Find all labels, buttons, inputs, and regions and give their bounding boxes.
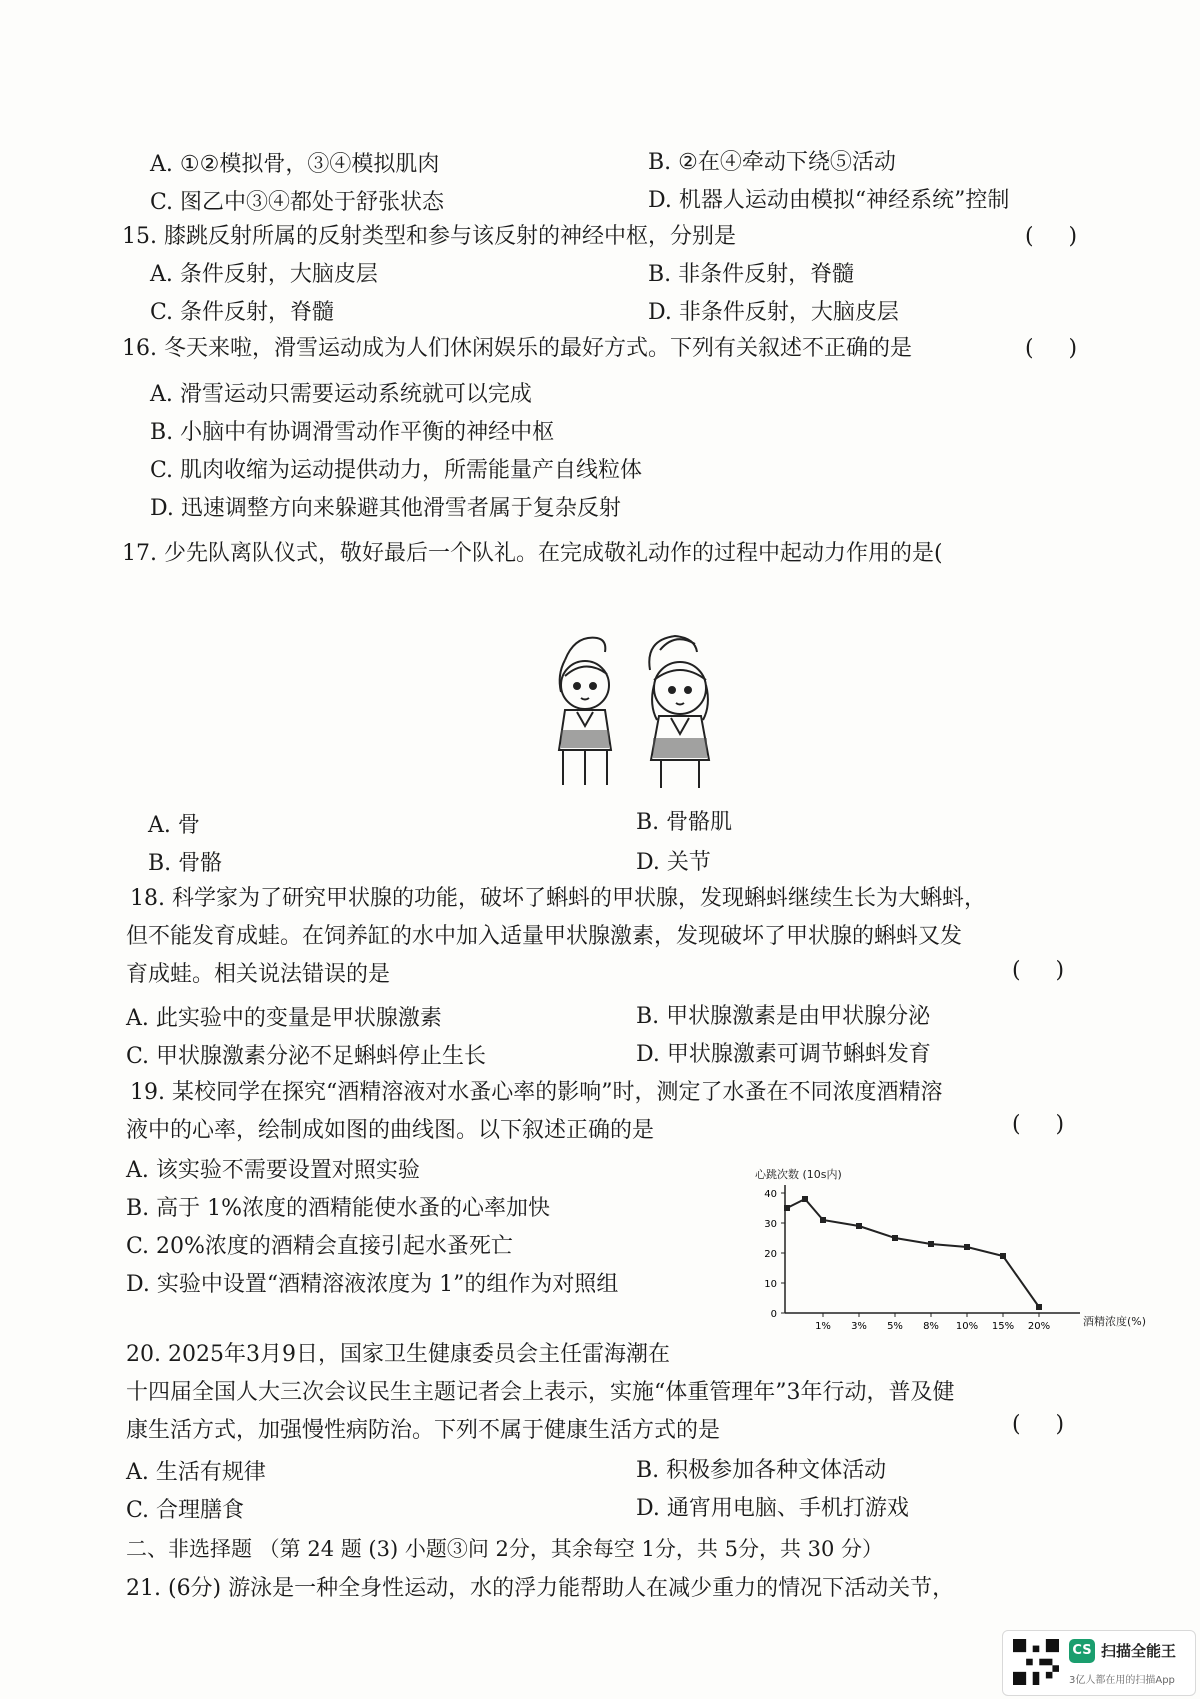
heart-rate-line-chart [735, 1165, 1155, 1335]
q16-stem: 16. 冬天来啦，滑雪运动成为人们休闲娱乐的最好方式。下列有关叙述不正确的是 [122, 336, 912, 361]
q16-option-a: A. 滑雪运动只需要运动系统就可以完成 [150, 382, 532, 407]
q18-stem-line3: 育成蛙。相关说法错误的是 [126, 962, 391, 987]
camscanner-logo-icon: CS [1069, 1639, 1095, 1663]
q19-option-b: B. 高于 1%浓度的酒精能使水蚤的心率加快 [126, 1196, 551, 1221]
chart-ytick-label: 40 [764, 1189, 777, 1200]
q15-option-a: A. 条件反射，大脑皮层 [150, 262, 378, 287]
chart-data-point [1036, 1304, 1042, 1310]
q21-stem-line1: 21. (6分) 游泳是一种全身性运动，水的浮力能帮助人在减少重力的情况下活动关节， [126, 1576, 955, 1601]
chart-ytick-label: 20 [764, 1249, 777, 1260]
q15-answer-paren: ( ) [1025, 224, 1078, 249]
q20-option-d: D. 通宵用电脑、手机打游戏 [636, 1496, 909, 1521]
chart-data-point [892, 1235, 898, 1241]
camscanner-watermark [1002, 1630, 1196, 1696]
chart-xtick-label: 20% [1027, 1321, 1051, 1332]
q14-option-d: D. 机器人运动由模拟“神经系统”控制 [648, 188, 1010, 213]
chart-data-point [964, 1244, 970, 1250]
chart-ytick-label: 30 [764, 1219, 777, 1230]
q18-option-d: D. 甲状腺激素可调节蝌蚪发育 [636, 1042, 931, 1067]
q18-option-c: C. 甲状腺激素分泌不足蝌蚪停止生长 [126, 1044, 487, 1069]
chart-data-point [784, 1205, 790, 1211]
q18-option-b: B. 甲状腺激素是由甲状腺分泌 [636, 1004, 931, 1029]
saluting-children-illustration [535, 630, 750, 790]
chart-ylabel: 心跳次数 (10s内) [755, 1168, 842, 1181]
chart-data-point [820, 1217, 826, 1223]
chart-data-point [928, 1241, 934, 1247]
q19-stem-line1: 19. 某校同学在探究“酒精溶液对水蚤心率的影响”时，测定了水蚤在不同浓度酒精溶 [130, 1080, 943, 1105]
chart-ytick-label: 10 [764, 1279, 777, 1290]
q19-stem-line2: 液中的心率，绘制成如图的曲线图。以下叙述正确的是 [126, 1118, 655, 1143]
chart-xtick-label: 8% [923, 1321, 939, 1332]
chart-xtick-label: 15% [991, 1321, 1015, 1332]
q20-stem-line1: 20. 2025年3月9日，国家卫生健康委员会主任雷海潮在 [126, 1342, 670, 1367]
q15-option-d: D. 非条件反射，大脑皮层 [648, 300, 899, 325]
q20-stem-line3: 康生活方式，加强慢性病防治。下列不属于健康生活方式的是 [126, 1418, 721, 1443]
q14-option-a: A. ①②模拟骨，③④模拟肌肉 [150, 152, 440, 177]
section2-heading: 二、非选择题 （第 24 题 (3) 小题③问 2分，其余每空 1分，共 5分，共 30 分） [126, 1537, 884, 1561]
q20-option-c: C. 合理膳食 [126, 1498, 245, 1523]
q18-stem-line1: 18. 科学家为了研究甲状腺的功能，破坏了蝌蚪的甲状腺，发现蝌蚪继续生长为大蝌蚪， [130, 886, 986, 911]
chart-ytick-label: 0 [770, 1309, 777, 1320]
camscanner-name: 扫描全能王 [1101, 1642, 1177, 1660]
chart-xtick-label: 5% [887, 1321, 903, 1332]
q17-option-a: A. 骨 [148, 813, 200, 838]
q18-stem-line2: 但不能发育成蛙。在饲养缸的水中加入适量甲状腺激素，发现破坏了甲状腺的蝌蚪又发 [126, 924, 963, 949]
q17-option-b: B. 骨骼肌 [636, 810, 733, 835]
q15-option-b: B. 非条件反射，脊髓 [648, 262, 855, 287]
q20-stem-line2: 十四届全国人大三次会议民生主题记者会上表示，实施“体重管理年”3年行动，普及健 [126, 1380, 955, 1405]
q16-option-c: C. 肌肉收缩为运动提供动力，所需能量产自线粒体 [150, 458, 643, 483]
q15-option-c: C. 条件反射，脊髓 [150, 300, 335, 325]
q14-option-b: B. ②在④牵动下绕⑤活动 [648, 150, 896, 175]
q20-answer-paren: ( ) [1012, 1412, 1065, 1437]
q20-option-b: B. 积极参加各种文体活动 [636, 1458, 887, 1483]
q14-option-c: C. 图乙中③④都处于舒张状态 [150, 190, 445, 215]
q19-option-c: C. 20%浓度的酒精会直接引起水蚤死亡 [126, 1234, 513, 1259]
chart-xtick-label: 1% [815, 1321, 831, 1332]
q16-option-b: B. 小脑中有协调滑雪动作平衡的神经中枢 [150, 420, 555, 445]
q15-stem: 15. 膝跳反射所属的反射类型和参与该反射的神经中枢，分别是 [122, 224, 736, 249]
chart-xtick-label: 3% [851, 1321, 867, 1332]
q19-option-a: A. 该实验不需要设置对照实验 [126, 1158, 420, 1183]
q19-option-d: D. 实验中设置“酒精溶液浓度为 1”的组作为对照组 [126, 1272, 619, 1297]
chart-data-point [856, 1223, 862, 1229]
chart-xlabel: 酒精浓度(%) [1083, 1315, 1147, 1328]
camscanner-tagline: 3亿人都在用的扫描App [1069, 1675, 1175, 1686]
q20-option-a: A. 生活有规律 [126, 1460, 266, 1485]
q17-stem: 17. 少先队离队仪式，敬好最后一个队礼。在完成敬礼动作的过程中起动力作用的是( [122, 541, 943, 566]
chart-data-point [1000, 1253, 1006, 1259]
chart-data-point [802, 1196, 808, 1202]
q16-option-d: D. 迅速调整方向来躲避其他滑雪者属于复杂反射 [150, 496, 621, 521]
q18-option-a: A. 此实验中的变量是甲状腺激素 [126, 1006, 442, 1031]
qr-code-icon [1013, 1639, 1059, 1685]
q19-answer-paren: ( ) [1012, 1112, 1065, 1137]
q17-option-d: D. 关节 [636, 850, 711, 875]
q18-answer-paren: ( ) [1012, 958, 1065, 983]
q17-option-c: B. 骨骼 [148, 851, 223, 876]
q16-answer-paren: ( ) [1025, 336, 1078, 361]
chart-xtick-label: 10% [955, 1321, 979, 1332]
